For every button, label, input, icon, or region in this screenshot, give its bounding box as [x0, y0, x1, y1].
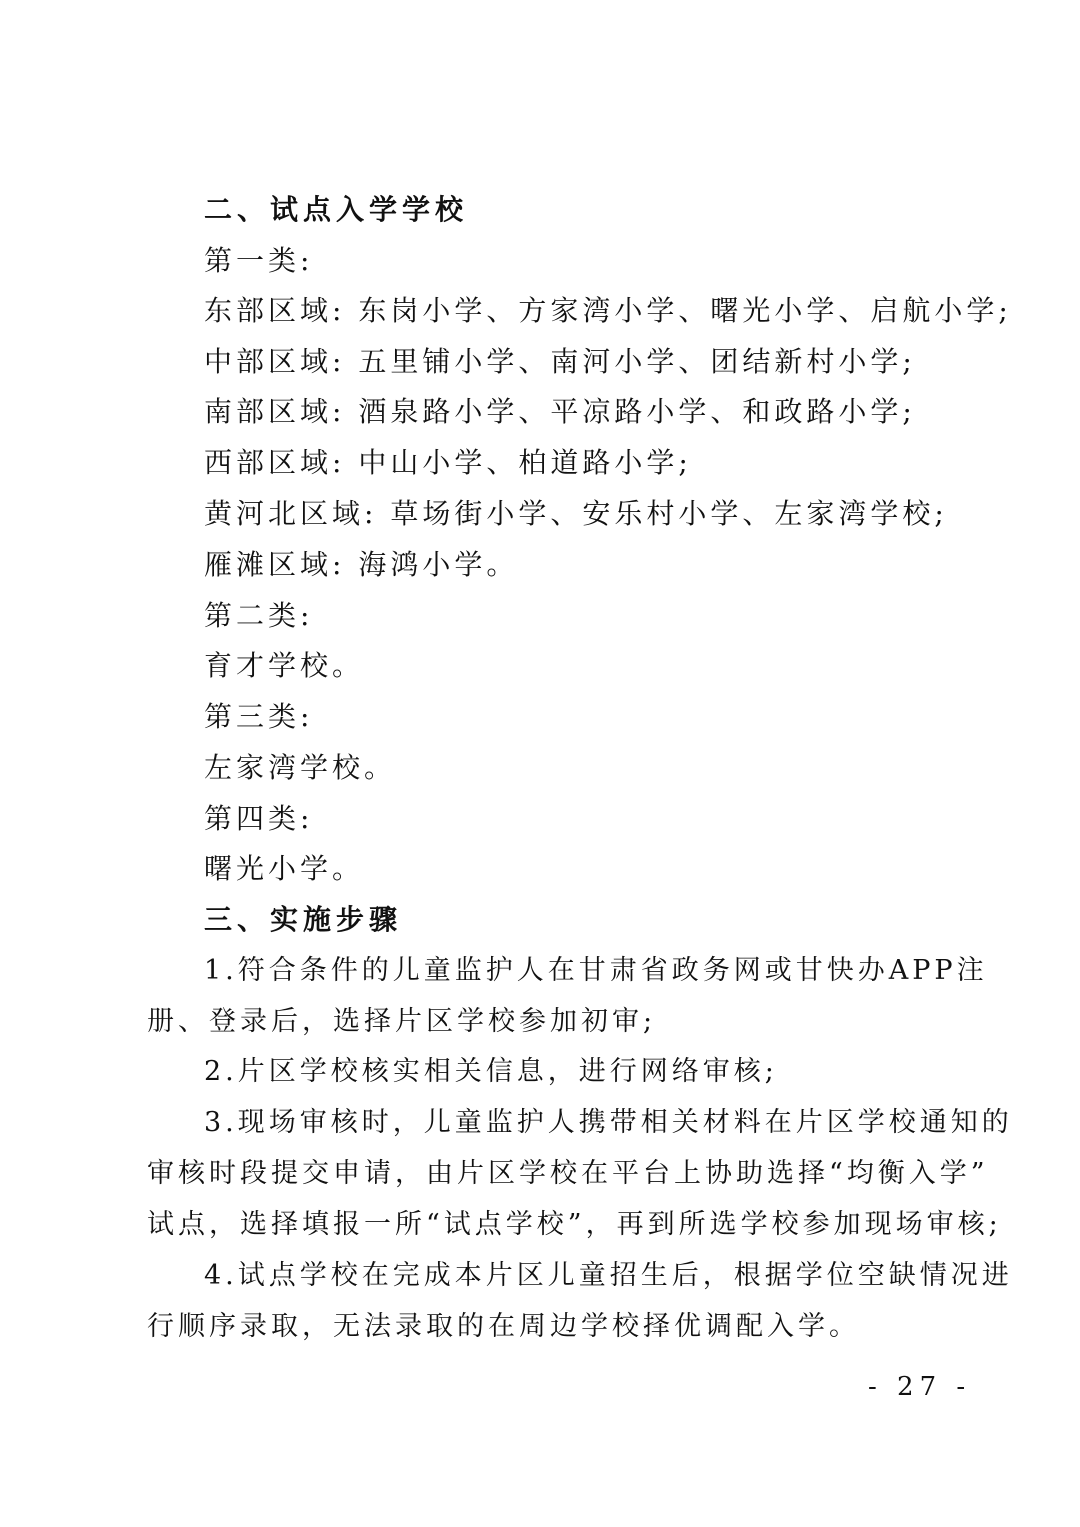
step-1-continuation: 册、登录后，选择片区学校参加初审; — [147, 1006, 657, 1037]
step-1-line: 1.符合条件的儿童监护人在甘肃省政务网或甘快办APP注 — [204, 955, 988, 986]
step-4-continuation: 行顺序录取，无法录取的在周边学校择优调配入学。 — [147, 1311, 860, 1342]
step-2-line: 2.片区学校核实相关信息，进行网络审核; — [204, 1056, 778, 1087]
region-line-yantan: 雁滩区域: 海鸿小学。 — [204, 548, 519, 581]
school-line: 左家湾学校。 — [204, 751, 397, 784]
step-4-line: 4.试点学校在完成本片区儿童招生后，根据学位空缺情况进 — [204, 1260, 1013, 1291]
page-number: - 27 - — [868, 1372, 972, 1402]
step-3-continuation: 审核时段提交申请，由片区学校在平台上协助选择“均衡入学” — [147, 1158, 989, 1189]
step-3-line: 3.现场审核时，儿童监护人携带相关材料在片区学校通知的 — [204, 1107, 1013, 1138]
step-3-continuation: 试点，选择填报一所“试点学校”，再到所选学校参加现场审核; — [147, 1209, 1002, 1240]
category-label: 第三类: — [204, 700, 314, 733]
region-line-south: 南部区域: 酒泉路小学、平凉路小学、和政路小学; — [204, 395, 916, 428]
category-label: 第四类: — [204, 802, 314, 835]
region-line-west: 西部区域: 中山小学、柏道路小学; — [204, 446, 692, 479]
region-line-east: 东部区域: 东岗小学、方家湾小学、曙光小学、启航小学; — [204, 294, 1012, 327]
category-label: 第二类: — [204, 599, 314, 632]
section-heading-steps: 三、实施步骤 — [204, 903, 403, 936]
region-line-huanghe-north: 黄河北区域: 草场街小学、安乐村小学、左家湾学校; — [204, 497, 948, 530]
school-line: 曙光小学。 — [204, 852, 365, 885]
category-label: 第一类: — [204, 244, 314, 277]
region-line-central: 中部区域: 五里铺小学、南河小学、团结新村小学; — [204, 345, 916, 378]
school-line: 育才学校。 — [204, 649, 365, 682]
section-heading-pilot-schools: 二、试点入学学校 — [204, 193, 469, 226]
